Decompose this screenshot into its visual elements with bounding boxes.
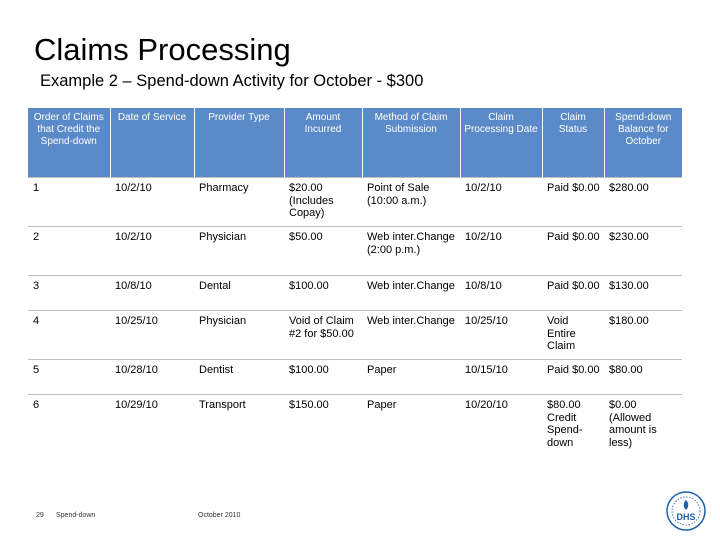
header-claim-status: Claim Status (542, 108, 604, 178)
cell-processing-date: 10/2/10 (460, 178, 542, 227)
cell-status: Paid $0.00 (542, 178, 604, 227)
footer-section: Spend-down (56, 512, 96, 519)
cell-method: Point of Sale (10:00 a.m.) (362, 178, 460, 227)
table-body (28, 178, 682, 458)
cell-order: 1 (28, 178, 110, 227)
cell-amount: $50.00 (284, 227, 362, 276)
cell-status: Paid $0.00 (542, 276, 604, 311)
header-method-of-submission: Method of Claim Submission (362, 108, 460, 178)
table-row (28, 395, 682, 458)
cell-provider-type: Physician (194, 227, 284, 276)
cell-provider-type: Dentist (194, 360, 284, 395)
cell-balance: $280.00 (604, 178, 682, 227)
cell-processing-date: 10/15/10 (460, 360, 542, 395)
cell-method: Web inter.Change (362, 311, 460, 360)
page-subtitle: Example 2 – Spend-down Activity for October - $300 (40, 72, 424, 90)
table-row (28, 276, 682, 311)
logo-text: DHS (676, 512, 696, 522)
cell-amount: Void of Claim #2 for $50.00 (284, 311, 362, 360)
cell-provider-type: Dental (194, 276, 284, 311)
cell-status: Void Entire Claim (542, 311, 604, 360)
cell-balance: $0.00 (Allowed amount is less) (604, 395, 682, 458)
cell-provider-type: Pharmacy (194, 178, 284, 227)
header-processing-date: Claim Processing Date (460, 108, 542, 178)
cell-date-of-service: 10/28/10 (110, 360, 194, 395)
cell-date-of-service: 10/29/10 (110, 395, 194, 458)
header-amount-incurred: Amount Incurred (284, 108, 362, 178)
header-row (28, 108, 682, 178)
header-date-of-service: Date of Service (110, 108, 194, 178)
cell-date-of-service: 10/8/10 (110, 276, 194, 311)
table-header (28, 108, 682, 178)
cell-status: $80.00 Credit Spend-down (542, 395, 604, 458)
cell-provider-type: Physician (194, 311, 284, 360)
cell-order: 2 (28, 227, 110, 276)
cell-date-of-service: 10/2/10 (110, 178, 194, 227)
cell-processing-date: 10/2/10 (460, 227, 542, 276)
cell-processing-date: 10/8/10 (460, 276, 542, 311)
cell-method: Paper (362, 360, 460, 395)
table-row (28, 227, 682, 276)
cell-balance: $130.00 (604, 276, 682, 311)
cell-processing-date: 10/25/10 (460, 311, 542, 360)
cell-status: Paid $0.00 (542, 227, 604, 276)
cell-balance: $230.00 (604, 227, 682, 276)
page-title: Claims Processing (34, 32, 291, 67)
cell-order: 5 (28, 360, 110, 395)
cell-method: Paper (362, 395, 460, 458)
cell-amount: $150.00 (284, 395, 362, 458)
header-order: Order of Claims that Credit the Spend-down (28, 108, 110, 178)
table-row (28, 311, 682, 360)
claims-table (28, 108, 682, 457)
cell-processing-date: 10/20/10 (460, 395, 542, 458)
cell-date-of-service: 10/2/10 (110, 227, 194, 276)
dhs-seal-logo-icon (665, 490, 707, 532)
cell-order: 6 (28, 395, 110, 458)
header-provider-type: Provider Type (194, 108, 284, 178)
cell-method: Web inter.Change (2:00 p.m.) (362, 227, 460, 276)
cell-provider-type: Transport (194, 395, 284, 458)
cell-status: Paid $0.00 (542, 360, 604, 395)
cell-order: 3 (28, 276, 110, 311)
footer-date: October 2010 (198, 512, 241, 519)
cell-balance: $80.00 (604, 360, 682, 395)
cell-order: 4 (28, 311, 110, 360)
cell-amount: $20.00 (Includes Copay) (284, 178, 362, 227)
cell-balance: $180.00 (604, 311, 682, 360)
cell-amount: $100.00 (284, 360, 362, 395)
footer-page-number: 29 (36, 512, 44, 519)
cell-amount: $100.00 (284, 276, 362, 311)
table-row (28, 178, 682, 227)
table-row (28, 360, 682, 395)
cell-date-of-service: 10/25/10 (110, 311, 194, 360)
header-spend-down-balance: Spend-down Balance for October (604, 108, 682, 178)
cell-method: Web inter.Change (362, 276, 460, 311)
